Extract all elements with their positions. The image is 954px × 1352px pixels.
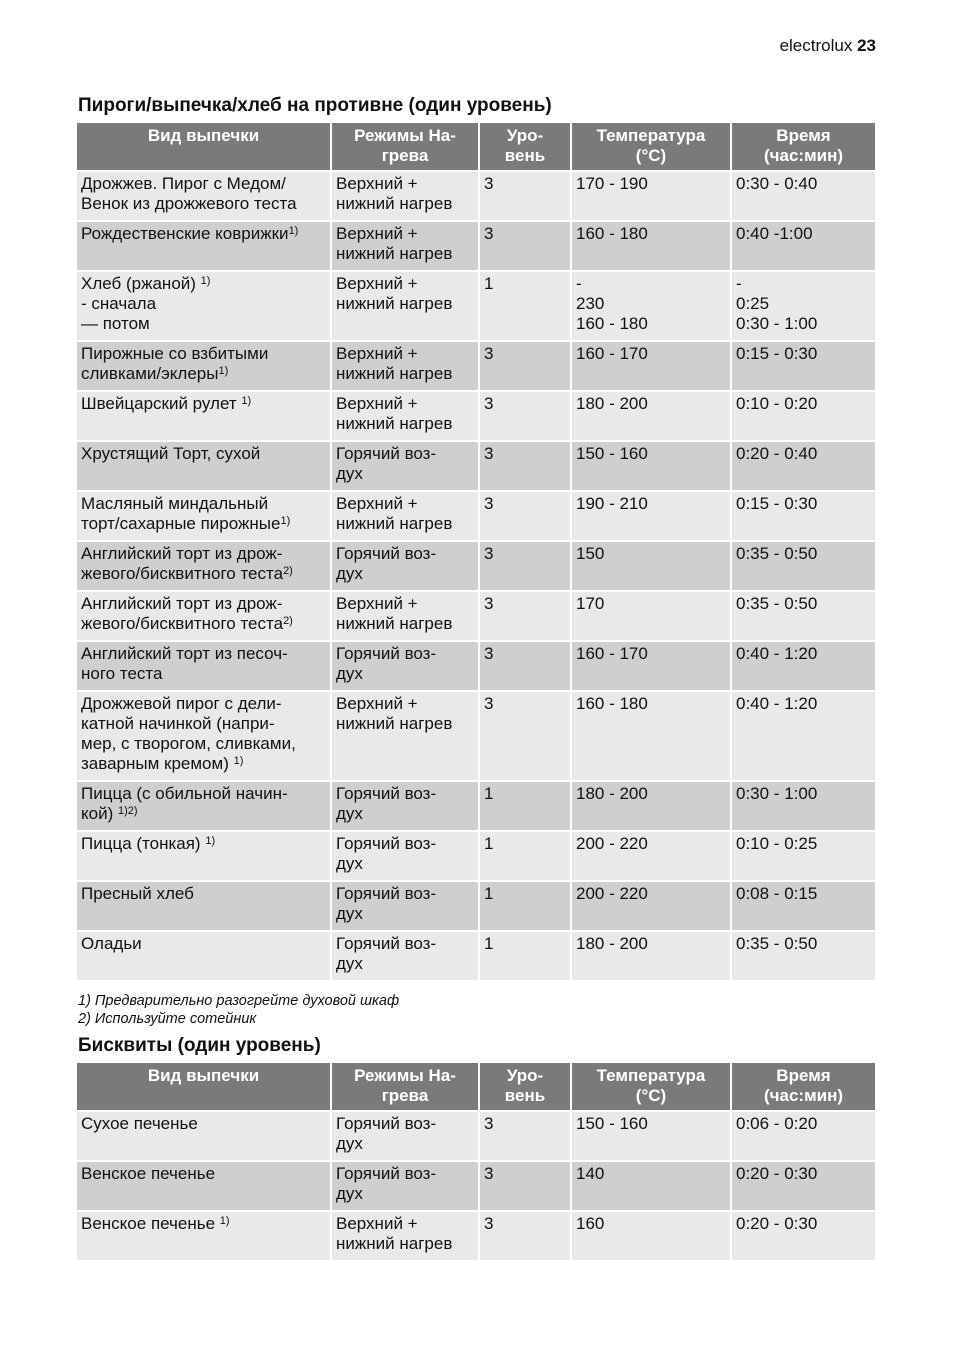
- table-row: [77, 391, 875, 441]
- cell-time: 0:08 - 0:15: [731, 881, 875, 931]
- cell-time: - 0:25 0:30 - 1:00: [731, 271, 875, 341]
- cell-time: 0:20 - 0:30: [731, 1161, 875, 1211]
- table-header-row: [77, 1063, 875, 1111]
- cell-name: Пресный хлеб: [77, 881, 331, 931]
- cell-temperature: 160 - 180: [571, 691, 731, 781]
- cell-level: 3: [479, 221, 571, 271]
- cell-time: 0:35 - 0:50: [731, 931, 875, 981]
- cell-level: 3: [479, 541, 571, 591]
- cell-time: 0:40 -1:00: [731, 221, 875, 271]
- table-row: [77, 171, 875, 221]
- table-row: [77, 881, 875, 931]
- table1-title: Пироги/выпечка/хлеб на противне (один уровень): [78, 95, 552, 116]
- cell-temperature: 170 - 190: [571, 171, 731, 221]
- cell-temperature: 180 - 200: [571, 931, 731, 981]
- cell-level: 3: [479, 441, 571, 491]
- cell-temperature: 150: [571, 541, 731, 591]
- cell-mode: Верхний + нижний нагрев: [331, 171, 479, 221]
- cell-name: Дрожжевой пирог с дели- катной начинкой (напри- мер, с творогом, сливками, заварным кремом) $^{1)}$: [77, 691, 331, 781]
- column-header: Уро- вень: [479, 123, 571, 171]
- table-row: [77, 541, 875, 591]
- column-header: Время (час:мин): [731, 1063, 875, 1111]
- footnote-ref: 1): [200, 275, 211, 287]
- cell-name: Венское печенье $^{1)}$: [77, 1211, 331, 1261]
- cell-name: Хрустящий Торт, сухой: [77, 441, 331, 491]
- cell-name: Английский торт из дрож- жевого/бисквитного теста$^{2)}$: [77, 591, 331, 641]
- footnotes: [78, 992, 399, 1028]
- table-row: [77, 641, 875, 691]
- table-header-row: [77, 123, 875, 171]
- cell-name: Английский торт из дрож- жевого/бисквитного теста$^{2)}$: [77, 541, 331, 591]
- cell-mode: Верхний + нижний нагрев: [331, 691, 479, 781]
- cell-temperature: 200 - 220: [571, 831, 731, 881]
- column-header: Вид выпечки: [77, 1063, 331, 1111]
- cell-name: Дрожжев. Пирог с Медом/ Венок из дрожжевого теста: [77, 171, 331, 221]
- cell-temperature: 140: [571, 1161, 731, 1211]
- cell-level: 3: [479, 591, 571, 641]
- cell-name: Английский торт из песоч- ного теста: [77, 641, 331, 691]
- cell-time: 0:40 - 1:20: [731, 641, 875, 691]
- cell-level: 3: [479, 641, 571, 691]
- cell-time: 0:40 - 1:20: [731, 691, 875, 781]
- table-row: [77, 931, 875, 981]
- column-header: Режимы На- грева: [331, 1063, 479, 1111]
- cell-mode: Горячий воз- дух: [331, 541, 479, 591]
- cell-mode: Верхний + нижний нагрев: [331, 491, 479, 541]
- cell-temperature: 190 - 210: [571, 491, 731, 541]
- cell-level: 1: [479, 831, 571, 881]
- cell-temperature: - 230 160 - 180: [571, 271, 731, 341]
- cell-time: 0:35 - 0:50: [731, 541, 875, 591]
- cell-mode: Верхний + нижний нагрев: [331, 271, 479, 341]
- cell-temperature: 180 - 200: [571, 391, 731, 441]
- cell-mode: Горячий воз- дух: [331, 641, 479, 691]
- cell-time: 0:15 - 0:30: [731, 341, 875, 391]
- cell-name: Пирожные со взбитыми сливками/эклеры$^{1)}$: [77, 341, 331, 391]
- biscuits-table: [77, 1063, 875, 1262]
- cell-time: 0:06 - 0:20: [731, 1111, 875, 1161]
- cell-mode: Верхний + нижний нагрев: [331, 591, 479, 641]
- cell-mode: Верхний + нижний нагрев: [331, 1211, 479, 1261]
- cell-mode: Горячий воз- дух: [331, 1111, 479, 1161]
- cell-level: 3: [479, 1211, 571, 1261]
- cell-name: Хлеб (ржаной) $^{1)}$ - сначала — потом: [77, 271, 331, 341]
- footnote-ref: 1): [280, 515, 291, 527]
- cell-mode: Горячий воз- дух: [331, 931, 479, 981]
- cell-level: 3: [479, 171, 571, 221]
- cell-temperature: 160 - 170: [571, 641, 731, 691]
- footnote-ref: 1): [218, 365, 229, 377]
- cell-time: 0:20 - 0:40: [731, 441, 875, 491]
- cell-name: Венское печенье: [77, 1161, 331, 1211]
- table-row: [77, 1161, 875, 1211]
- cell-time: 0:30 - 0:40: [731, 171, 875, 221]
- column-header: Температура (°C): [571, 1063, 731, 1111]
- cell-temperature: 180 - 200: [571, 781, 731, 831]
- cell-temperature: 160: [571, 1211, 731, 1261]
- table-row: [77, 271, 875, 341]
- column-header: Уро- вень: [479, 1063, 571, 1111]
- table-row: [77, 1211, 875, 1261]
- cell-time: 0:15 - 0:30: [731, 491, 875, 541]
- column-header: Температура (°C): [571, 123, 731, 171]
- cell-level: 3: [479, 1161, 571, 1211]
- table-row: [77, 1111, 875, 1161]
- cell-time: 0:10 - 0:25: [731, 831, 875, 881]
- cell-temperature: 160 - 180: [571, 221, 731, 271]
- cell-level: 3: [479, 691, 571, 781]
- footnote-ref: 1): [288, 225, 299, 237]
- cell-time: 0:35 - 0:50: [731, 591, 875, 641]
- cell-name: Пицца (с обильной начин- кой) $^{1)2)}$: [77, 781, 331, 831]
- column-header: Режимы На- грева: [331, 123, 479, 171]
- brand-name: electrolux: [779, 36, 853, 55]
- cell-name: Швейцарский рулет $^{1)}$: [77, 391, 331, 441]
- cell-name: Рождественские коврижки$^{1)}$: [77, 221, 331, 271]
- cell-mode: Верхний + нижний нагрев: [331, 221, 479, 271]
- cell-name: Оладьи: [77, 931, 331, 981]
- cell-mode: Горячий воз- дух: [331, 881, 479, 931]
- cell-name: Пицца (тонкая) $^{1)}$: [77, 831, 331, 881]
- cell-level: 3: [479, 491, 571, 541]
- page-number: 23: [857, 36, 876, 55]
- footnote-ref: 2): [283, 615, 293, 627]
- cell-mode: Горячий воз- дух: [331, 1161, 479, 1211]
- table-row: [77, 221, 875, 271]
- cell-level: 3: [479, 341, 571, 391]
- footnote-2: 2) Используйте сотейник: [78, 1011, 257, 1027]
- column-header: Время (час:мин): [731, 123, 875, 171]
- baking-table: [77, 123, 875, 982]
- cell-level: 1: [479, 781, 571, 831]
- table-row: [77, 691, 875, 781]
- table2-title: Бисквиты (один уровень): [78, 1035, 321, 1056]
- table-row: [77, 441, 875, 491]
- cell-mode: Верхний + нижний нагрев: [331, 391, 479, 441]
- footnote-1: 1) Предварительно разогрейте духовой шкаф: [78, 993, 400, 1009]
- cell-level: 1: [479, 931, 571, 981]
- footnote-ref: 1)2): [117, 805, 138, 817]
- table-row: [77, 491, 875, 541]
- footnote-ref: 1): [205, 835, 216, 847]
- cell-temperature: 160 - 170: [571, 341, 731, 391]
- cell-temperature: 170: [571, 591, 731, 641]
- cell-mode: Горячий воз- дух: [331, 781, 479, 831]
- cell-mode: Горячий воз- дух: [331, 441, 479, 491]
- column-header: Вид выпечки: [77, 123, 331, 171]
- cell-level: 1: [479, 271, 571, 341]
- footnote-ref: 2): [283, 565, 293, 577]
- cell-level: 1: [479, 881, 571, 931]
- cell-name: Сухое печенье: [77, 1111, 331, 1161]
- cell-temperature: 150 - 160: [571, 1111, 731, 1161]
- table-row: [77, 591, 875, 641]
- cell-name: Масляный миндальный торт/сахарные пирожные$^{1)}$: [77, 491, 331, 541]
- cell-temperature: 150 - 160: [571, 441, 731, 491]
- cell-time: 0:30 - 1:00: [731, 781, 875, 831]
- cell-temperature: 200 - 220: [571, 881, 731, 931]
- cell-mode: Верхний + нижний нагрев: [331, 341, 479, 391]
- cell-level: 3: [479, 391, 571, 441]
- footnote-ref: 1): [219, 1215, 230, 1227]
- table-row: [77, 341, 875, 391]
- footnote-ref: 1): [233, 755, 244, 767]
- cell-level: 3: [479, 1111, 571, 1161]
- page-header: [780, 36, 876, 56]
- cell-time: 0:10 - 0:20: [731, 391, 875, 441]
- table-row: [77, 831, 875, 881]
- footnote-ref: 1): [241, 395, 252, 407]
- cell-mode: Горячий воз- дух: [331, 831, 479, 881]
- table-row: [77, 781, 875, 831]
- cell-time: 0:20 - 0:30: [731, 1211, 875, 1261]
